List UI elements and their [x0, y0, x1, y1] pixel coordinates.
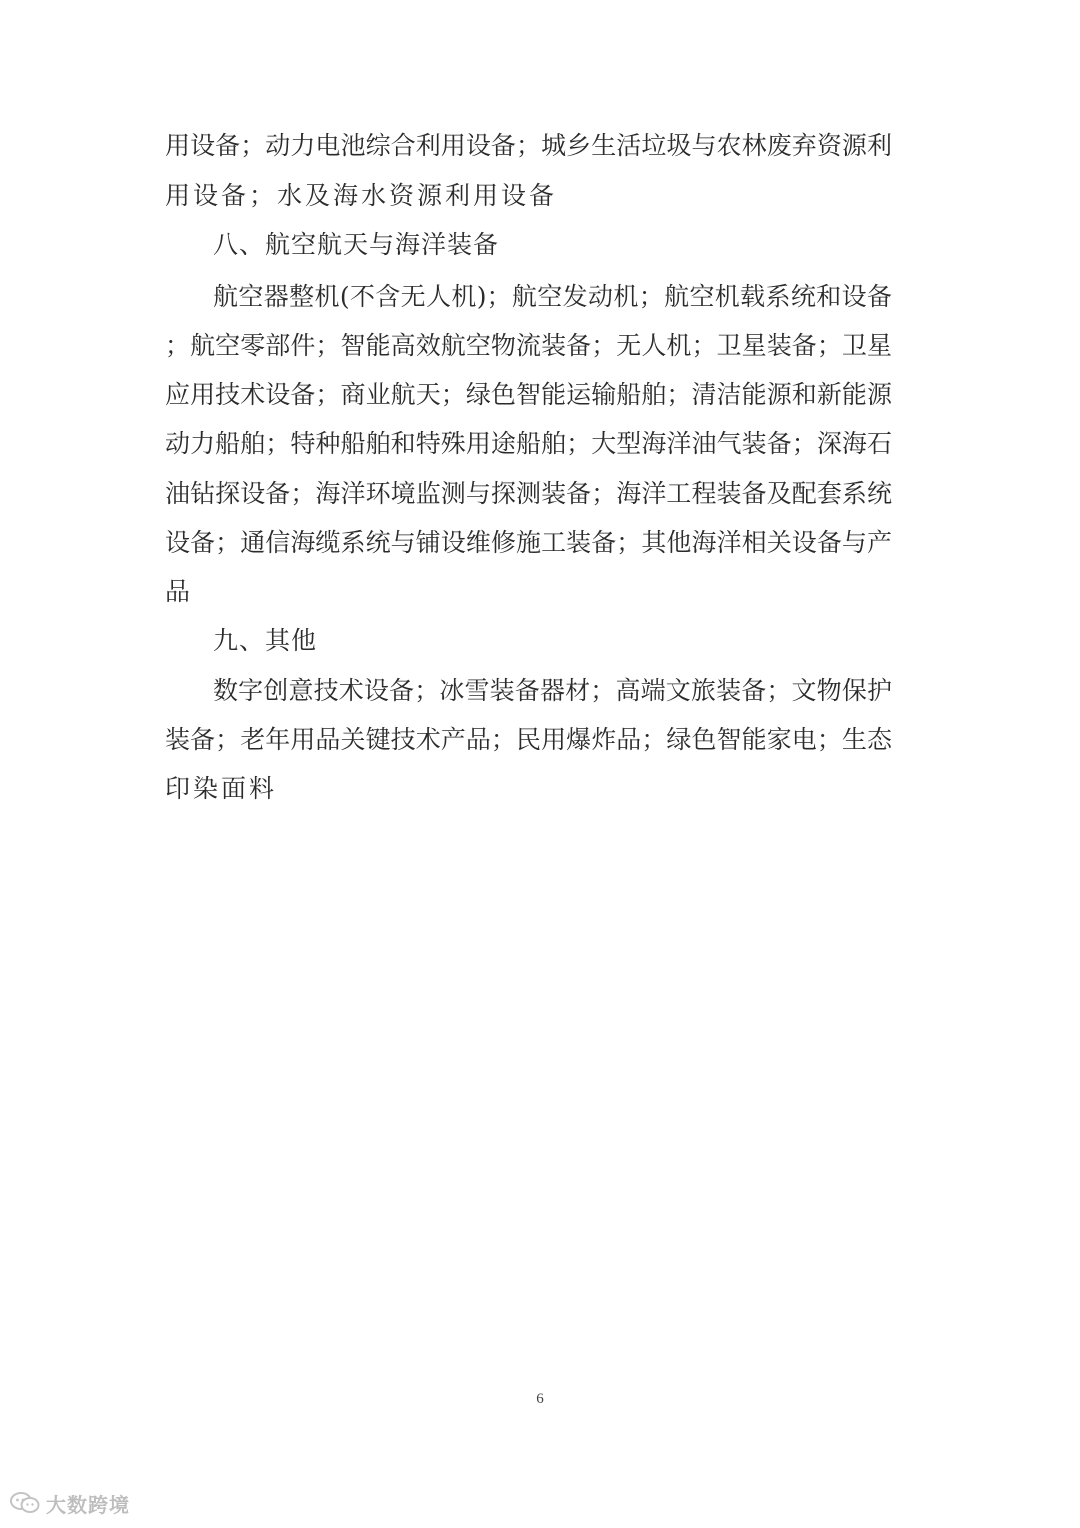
paragraph-line: 油钻探设备；海洋环境监测与探测装备；海洋工程装备及配套系统: [165, 479, 892, 508]
paragraph-line: 装备；老年用品关键技术产品；民用爆炸品；绿色智能家电；生态: [165, 725, 892, 754]
paragraph-line: 航空器整机(不含无人机)；航空发动机；航空机载系统和设备: [213, 282, 892, 311]
paragraph-line: ；航空零部件；智能高效航空物流装备；无人机；卫星装备；卫星: [165, 331, 892, 360]
paragraph-line: 印染面料: [165, 774, 278, 803]
paragraph-line: 应用技术设备；商业航天；绿色智能运输船舶；清洁能源和新能源: [165, 380, 892, 409]
page-number: 6: [536, 1391, 544, 1407]
watermark: [10, 1490, 130, 1516]
section-heading: 九、其他: [213, 626, 318, 655]
watermark-text: 大数跨境: [46, 1492, 130, 1517]
paragraph-line: 用设备；水及海水资源利用设备: [165, 181, 558, 210]
wechat-logo-icon: [10, 1492, 40, 1514]
paragraph-line: 设备；通信海缆系统与铺设维修施工装备；其他海洋相关设备与产: [165, 528, 892, 557]
paragraph-line: 动力船舶；特种船舶和特殊用途船舶；大型海洋油气装备；深海石: [165, 429, 892, 458]
paragraph-line: 数字创意技术设备；冰雪装备器材；高端文旅装备；文物保护: [213, 676, 892, 705]
section-heading: 八、航空航天与海洋装备: [213, 230, 500, 259]
paragraph-line: 品: [165, 577, 194, 606]
paragraph-line: 用设备；动力电池综合利用设备；城乡生活垃圾与农林废弃资源利: [165, 131, 892, 160]
